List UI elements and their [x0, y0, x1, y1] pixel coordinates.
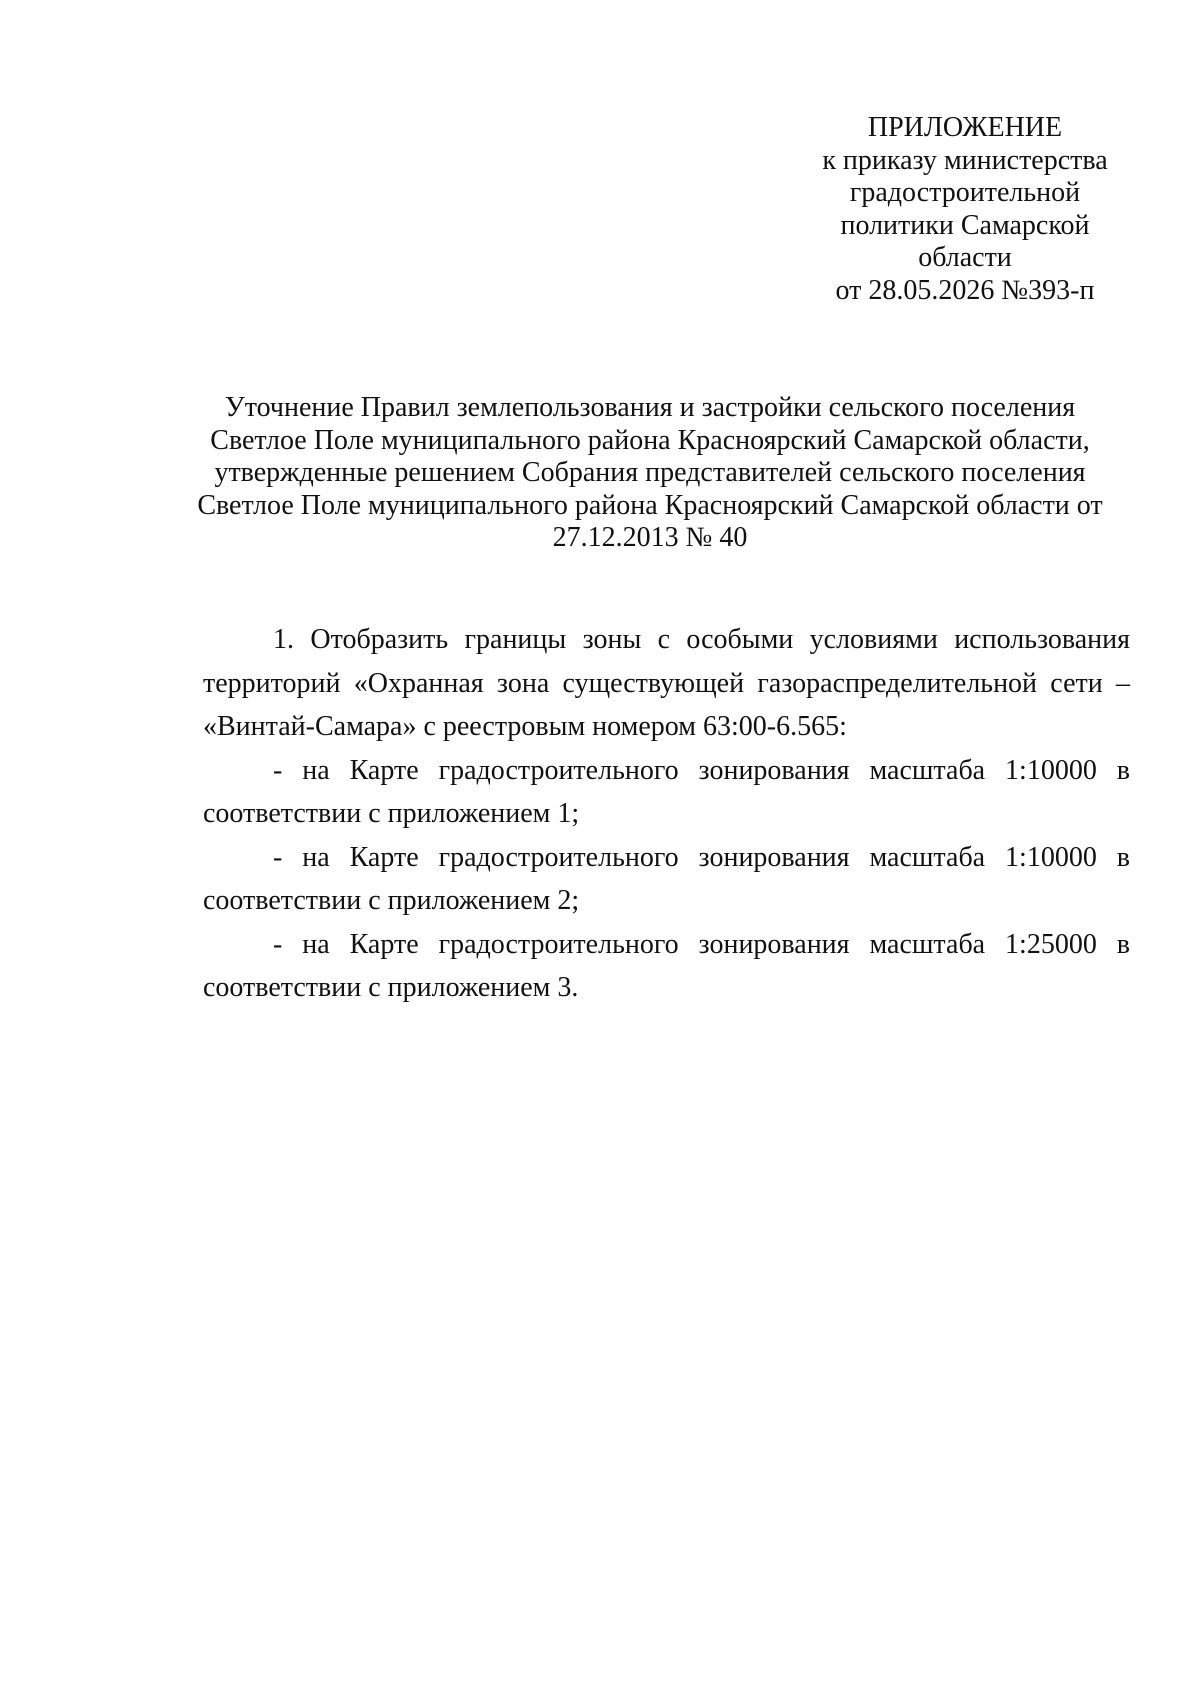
- appendix-line: к приказу министерства: [822, 144, 1108, 176]
- appendix-line: области: [918, 242, 1012, 273]
- heading-line: Уточнение Правил землепользования и застройки сельского поселения: [224, 392, 1076, 423]
- heading-line: 27.12.2013 № 40: [552, 522, 748, 553]
- appendix-block: [790, 112, 1140, 307]
- appendix-line: политики Самарской: [840, 209, 1090, 241]
- heading-line: Светлое Поле муниципального района Красноярский Самарской области,: [210, 424, 1090, 456]
- document-body: [203, 618, 1130, 1010]
- appendix-line: градостроительной: [849, 177, 1081, 208]
- body-paragraph-map-1: - на Карте градостроительного зонирования масштаба 1:10000 в соответствии с приложением 1;: [203, 754, 1130, 829]
- appendix-order-date-number: от 28.05.2026 №393-п: [835, 274, 1095, 306]
- document-heading: [170, 392, 1130, 555]
- body-paragraph-map-2: - на Карте градостроительного зонирования масштаба 1:10000 в соответствии с приложением 2;: [203, 841, 1130, 916]
- appendix-title: ПРИЛОЖЕНИЕ: [867, 112, 1063, 143]
- heading-line: утвержденные решением Собрания представителей сельского поселения: [214, 457, 1086, 488]
- body-paragraph-item-1: 1. Отобразить границы зоны с особыми условиями использования территорий «Охранная зона существующей газораспределительной сети – «Винтай-Самара» с реестровым номером 63:00-6.565:: [203, 624, 1130, 742]
- body-paragraph-map-3: - на Карте градостроительного зонирования масштаба 1:25000 в соответствии с приложением 3.: [203, 928, 1130, 1003]
- heading-line: Светлое Поле муниципального района Красноярский Самарской области от: [197, 489, 1103, 521]
